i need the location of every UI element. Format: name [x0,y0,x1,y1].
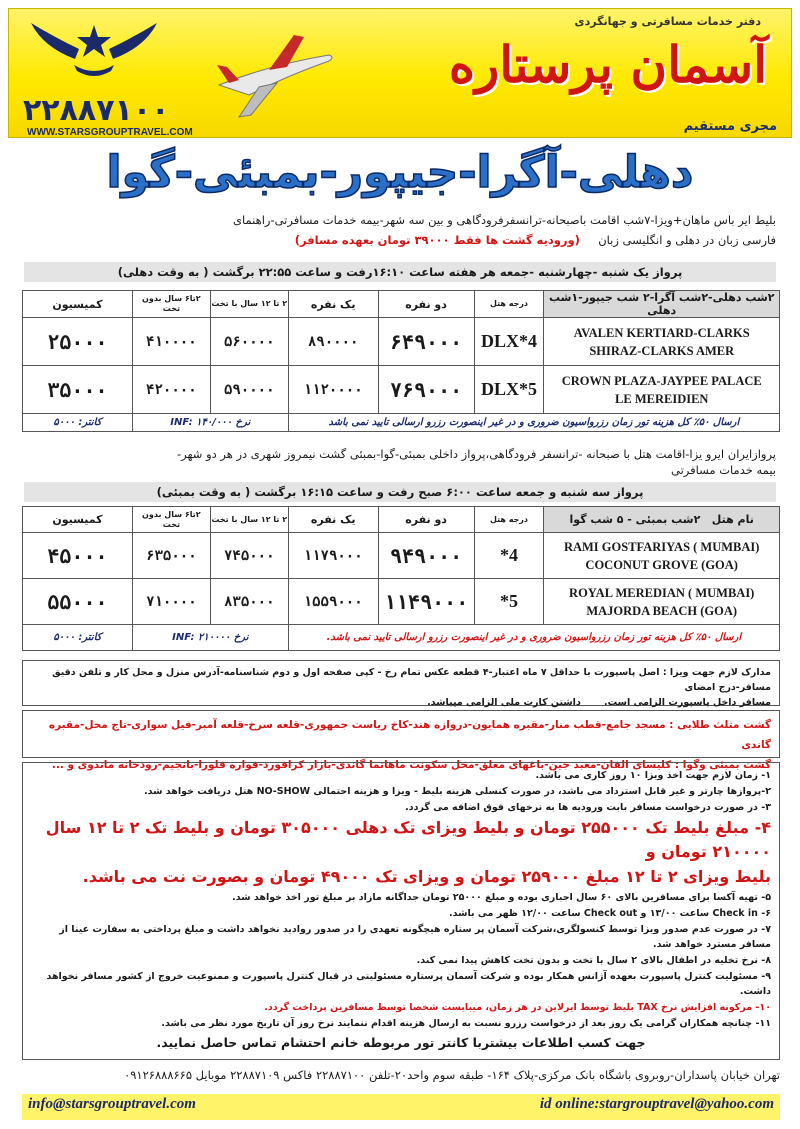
address-line: تهران خیابان پاسداران-روبروی باشگاه بانک مرکزی-پلاک ۱۶۴- طبقه سوم واحد۲۰-تلفن ۲۲۸۸۷۱۰۰ فاکس ۲۲۸۸۷۱۰۹ موبایل ۰۹۱۲۶۸۸۸۶۶۵ [124,1068,780,1082]
price-single-cell: ۸۹۰۰۰۰ [288,318,378,366]
tour1-flight-info: پرواز یک شنبه -چهارشنبه -جمعه هر هفته ساعت ۱۶:۱۰رفت و ساعت ۲۲:۵۵ برگشت ( به وقت دهلی) [24,262,776,282]
note-item: ۱۱- چنانچه همکاران گرامی یک روز بعد از درخواست رزرو نسبت به ارسال هزینه اقدام ننمایند نرخ روز آن تاریخ مورد نظر می باشد. [161,1018,771,1029]
price-child-nobed-cell: ۴۲۰۰۰۰ [132,366,210,414]
price-double-cell: ۶۴۹۰۰۰ [378,318,474,366]
price-child-nobed-cell: ۴۱۰۰۰۰ [132,318,210,366]
tour2-deposit-note: ارسال ۵۰٪ کل هزینه تور زمان رزرواسیون ضروری و در غیر اینصورت رزرو ارسالی تایید نمی باشد. [288,625,779,651]
note-item: ۲-پروازها چارتر و غیر قابل استرداد می باشد، در صورت کنسلی هزینه بلیط - ویزا و هزینه احتمالی NO-SHOW هتل دریافت خواهد شد. [144,786,771,797]
tour1-header-child-bed: ۲ تا ۱۲ سال با تخت [210,291,288,318]
tour1-desc-line2: فارسی زبان در دهلی و انگلیسی زبان [598,233,776,247]
note-item: ۱۰- مرکونه افزایش نرخ TAX بلیط توسط ایرلاین در هر زمان، میبایست شخصا توسط مسافرین پرداخت گردد. [264,1002,771,1013]
price-single-cell: ۱۵۵۹۰۰۰ [288,579,378,625]
tour2-counter: کانتر: ۵۰۰۰ [23,625,133,651]
sightseeing-box [22,710,780,771]
commission-cell: ۵۵۰۰۰ [23,579,133,625]
price-double-cell: ۷۶۹۰۰۰ [378,366,474,414]
page-title: دهلی-آگرا-جیپور-بمبئی-گوا [106,147,694,198]
hotel-grade-cell: 4*DLX [474,318,544,366]
visa-documents-box [22,660,780,706]
tour1-deposit-note: ارسال ۵۰٪ کل هزینه تور زمان رزرواسیون ضروری و در غیر اینصورت رزرو ارسالی تایید نمی باشد [288,414,779,432]
note-item: ۱- زمان لازم جهت اخذ ویزا ۱۰ روز کاری می باشد. [535,770,771,781]
hotel-grade-cell: 5*DLX [474,366,544,414]
airplane-icon [209,25,339,125]
price-double-cell: ۹۴۹۰۰۰ [378,533,474,579]
email-link[interactable]: info@starsgrouptravel.com [28,1096,196,1112]
tour2-flight-info: پرواز سه شنبه و جمعه ساعت ۶:۰۰ صبح رفت و ساعت ۱۶:۱۵ برگشت ( به وقت بمبئی) [24,482,776,502]
tour2-description [24,446,776,478]
note-item: ۹- مسئولیت کنترل پاسپورت بعهده آژانس همکار بوده و شرکت آسمان پرستاره مسئولیتی در قبال کنترل پاسپورت و ممنوعیت خروج از کشور مسافر نخواهد داشت. [46,971,771,997]
hotel-grade-cell: 5* [474,579,544,625]
note-item: ۶- Check in ساعت ۱۳/۰۰ و Check out ساعت ۱۲/۰۰ ظهر می باشد. [449,908,771,919]
tour1-inf-rate: نرخ INF: ۱۴۰/۰۰۰ [132,414,288,432]
tour1-header-nights: ۲شب دهلی-۲شب آگرا-۲ شب جیپور-۱شب دهلی [544,291,780,318]
tour1-header-single: یک نفره [288,291,378,318]
price-single-cell: ۱۱۲۰۰۰۰ [288,366,378,414]
tour2-price-table [22,506,780,651]
brand-subtitle: دفتر خدمات مسافرتی و جهانگردی [574,15,761,28]
tour1-description [24,212,776,248]
table-row [23,318,780,366]
commission-cell: ۴۵۰۰۰ [23,533,133,579]
note-highlight: بلیط ویزای ۲ تا ۱۲ مبلغ ۲۵۹۰۰۰ تومان و ویزای تک ۴۹۰۰۰ تومان و بصورت نت می باشد. [82,867,771,886]
price-child-bed-cell: ۸۳۵۰۰۰ [210,579,288,625]
tour1-header-commission: کمیسیون [23,291,133,318]
website-url[interactable]: WWW.STARSGROUPTRAVEL.COM [27,127,193,138]
price-child-nobed-cell: ۶۳۵۰۰۰ [132,533,210,579]
price-double-cell: ۱۱۴۹۰۰۰ [378,579,474,625]
tour2-header-hotel-nights: نام هتل ۲شب بمبئی - ۵ شب گوا [544,507,780,533]
documents-line2: مسافر داخل پاسپورت الزامی است. [603,697,771,708]
note-item: ۷- در صورت عدم صدور ویزا توسط کنسولگری،شرکت آسمان پر ستاره هیچگونه تعهدی را در صدور روادید نخواهد داشت و مبلغ پرداختی به سفارت عینا از مسافر مسترد خواهد شد. [59,924,771,950]
tour2-desc-line2: بیمه خدمات مسافرتی [671,463,776,477]
documents-line1: مدارک لازم جهت ویزا : اصل پاسپورت با حداقل ۷ ماه اعتبار-۴ قطعه عکس تمام رخ - کپی صفحه اول و دوم شناسنامه-آدرس منزل و محل کار و تلفن دقیق مسافر-درج امضای [52,667,771,693]
table-row [23,579,780,625]
hotel-name-cell: AVALEN KERTIARD-CLARKS SHIRAZ-CLARKS AMER [544,318,780,366]
table-row [23,533,780,579]
header-banner [8,8,792,138]
price-child-bed-cell: ۵۹۰۰۰۰ [210,366,288,414]
price-single-cell: ۱۱۷۹۰۰۰ [288,533,378,579]
hotel-name-cell: ROYAL MEREDIAN ( MUMBAI) MAJORDA BEACH (GOA) [544,579,780,625]
hotel-grade-cell: 4* [474,533,544,579]
tour2-header-commission: کمیسیون [23,507,133,533]
hotel-name-cell: RAMI GOSTFARIYAS ( MUMBAI) COCONUT GROVE (GOA) [544,533,780,579]
price-child-bed-cell: ۵۶۰۰۰۰ [210,318,288,366]
terms-notes-box [22,762,780,1060]
hotel-name-cell: CROWN PLAZA-JAYPEE PALACE LE MEREIDIEN [544,366,780,414]
tour1-header-grade: درجه هتل [474,291,544,318]
tour1-desc-line1: بلیط ایر باس ماهان+ویزا-۷شب اقامت باصبحانه-ترانسفرفرودگاهی و بین سه شهر-بیمه خدمات مسافرتی-راهنمای [233,213,776,227]
footer-links [22,1094,780,1120]
note-highlight: ۴- مبلغ بلیط تک ۲۵۵۰۰۰ تومان و بلیط ویزای تک دهلی ۳۰۵۰۰۰ تومان و بلیط تک ۲ تا ۱۲ سال ۲۱۰۰۰۰ تومان و [45,818,771,861]
tour2-header-child-bed: ۲ تا ۱۲ سال با تخت [210,507,288,533]
tour2-header-grade: درجه هتل [474,507,544,533]
contact-counter-note: جهت کسب اطلاعات بیشتربا کانتر تور مربوطه خانم احتشام تماس حاصل نمایید. [156,1035,646,1050]
tour1-price-table [22,290,780,432]
commission-cell: ۲۵۰۰۰ [23,318,133,366]
price-child-bed-cell: ۷۴۵۰۰۰ [210,533,288,579]
tours-mumbai-goa: گشت بمبئی وگوا : کلیسای الفان-معبد جین-باغهای معلق-محل سکونت ماهاتما گاندی-بازار کرافورد-فواره فلورا-بانجیم-رودخانه ماندوی و ... [51,759,771,771]
documents-line3: داشتن کارت ملی الزامی میباشد. [427,697,581,708]
tour2-header-single: یک نفره [288,507,378,533]
note-item: ۳- در صورت درخواست مسافر بابت ورودیه ها به نرخهای فوق اضافه می گردد. [405,802,771,813]
note-item: ۸- نرخ تخلیه در اطفال بالای ۲ سال با تخت و بدون تخت کاهش پیدا نمی کند. [416,955,771,966]
tour2-desc-line1: پروازایران ایرو یزا-اقامت هتل با صبحانه -ترانسفر فرودگاهی،پرواز داخلی بمبئی-گوا-بمبئی گشت نیمروز شهری در هر دو شهر- [177,447,776,461]
tour2-inf-rate: نرخ INF: ۲۱۰۰۰۰ [132,625,288,651]
tour2-header-double: دو نفره [378,507,474,533]
tours-golden-triangle: گشت مثلث طلایی : مسجد جامع-قطب منار-مقبره همایون-دروازه هند-کاخ ریاست جمهوری-قلعه سرخ-قلعه آمبر-فیل سواری-تاج محل-مقبره گاندی [48,719,771,751]
tour1-header-double: دو نفره [378,291,474,318]
tour1-header-child-nobed: ۲تا۶ سال بدون تخت [132,291,210,318]
phone-number: ۲۲۸۸۷۱۰۰ [23,93,170,128]
tour2-header-child-nobed: ۲تا۶ سال بدون تخت [132,507,210,533]
brand-name: آسمان پرستاره [448,35,767,94]
tour1-counter: کانتر: ۵۰۰۰ [23,414,133,432]
tour1-visa-note: (ورودیه گشت ها فقط ۳۹۰۰۰ تومان بعهده مسافر) [294,233,580,247]
yahoo-id-link[interactable]: id online:stargrouptravel@yahoo.com [539,1096,774,1112]
table-row [23,366,780,414]
note-item: ۵- تهیه آکسا برای مسافرین بالای ۶۰ سال اجباری بوده و مبلغ ۲۵۰۰۰ تومان جداگانه مازاد بر مبلغ تور اخذ خواهد شد. [232,892,771,903]
commission-cell: ۳۵۰۰۰ [23,366,133,414]
price-child-nobed-cell: ۷۱۰۰۰۰ [132,579,210,625]
star-wings-logo-icon [29,17,159,87]
brand-tagline: مجری مستقیم [683,119,777,134]
